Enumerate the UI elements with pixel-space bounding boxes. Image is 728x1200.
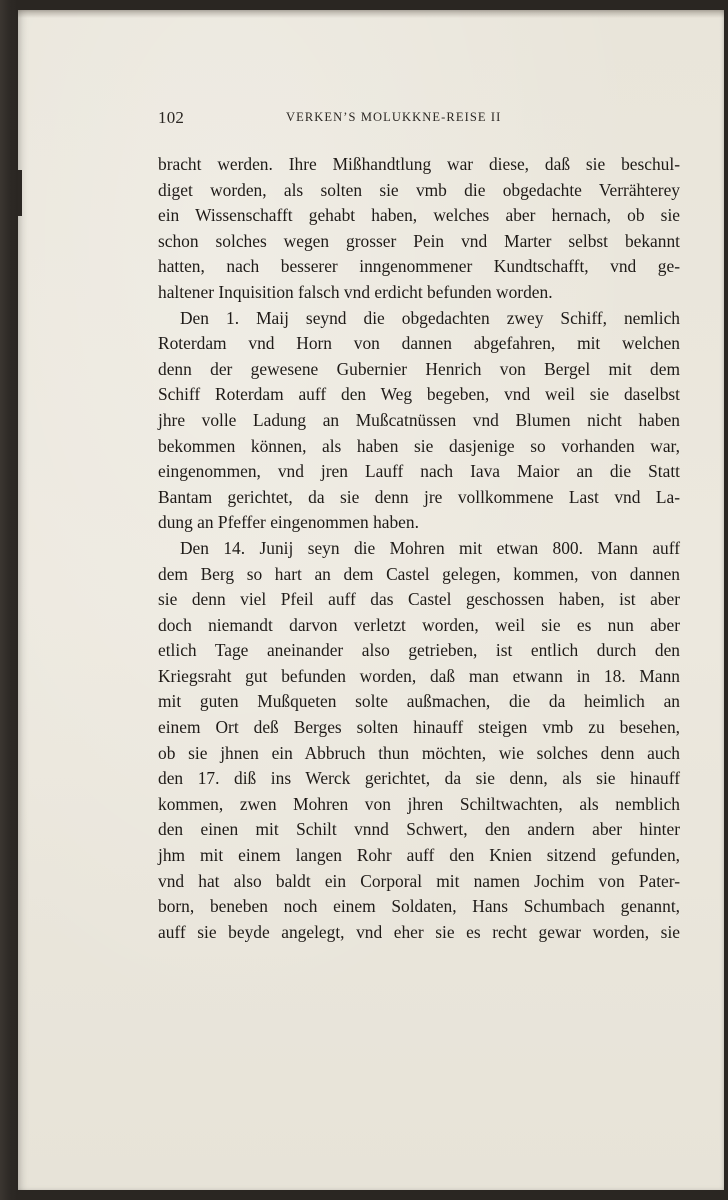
text-line: doch niemandt darvon verletzt worden, weil sie es nun aber [158, 614, 680, 635]
text-line: Schiff Roterdam auff den Weg begeben, vnd weil sie daselbst [158, 384, 680, 405]
running-header [158, 106, 680, 132]
text-line: auff sie beyde angelegt, vnd eher sie es recht gewar worden, sie [158, 921, 680, 942]
text-line: born, beneben noch einem Soldaten, Hans Schumbach genannt, [158, 896, 680, 917]
text-line: denn der gewesene Gubernier Henrich von Bergel mit dem [158, 358, 680, 379]
text-line: dem Berg so hart an dem Castel gelegen, kommen, von dannen [158, 563, 680, 584]
text-line: haltener Inquisition falsch vnd erdicht befunden worden. [158, 281, 553, 302]
text-line: diget worden, als solten sie vmb die obgedachte Verrähterey [158, 179, 680, 200]
text-line: jhre volle Ladung an Mußcatnüssen vnd Blumen nicht haben [158, 409, 680, 430]
text-line: Roterdam vnd Horn von dannen abgefahren, mit welchen [158, 333, 680, 354]
page-number: 102 [158, 108, 185, 127]
text-line: sie denn viel Pfeil auff das Castel geschossen haben, ist aber [158, 589, 680, 610]
page-edge [724, 0, 728, 1200]
running-title: VERKEN’S MOLUKKNE-REISE II [286, 110, 502, 124]
text-line: dung an Pfeffer eingenommen haben. [158, 512, 419, 533]
text-line: den einen mit Schilt vnnd Schwert, den andern aber hinter [158, 819, 680, 840]
binding-mark [18, 170, 22, 216]
text-line: Den 14. Junij seyn die Mohren mit etwan 800. Mann auff [180, 537, 680, 558]
text-line: Bantam gerichtet, da sie denn jre vollkommene Last vnd La- [158, 486, 680, 507]
page-top-shadow [18, 10, 724, 18]
text-line: ob sie jhnen ein Abbruch thun möchten, wie solches denn auch [158, 742, 680, 763]
text-line: vnd hat also baldt ein Corporal mit namen Jochim von Pater- [158, 870, 680, 891]
text-line: Den 1. Maij seynd die obgedachten zwey Schiff, nemlich [180, 307, 680, 328]
text-line: hatten, nach besserer inngenommener Kundtschafft, vnd ge- [158, 256, 680, 277]
text-line: mit guten Mußqueten solte außmachen, die da heimlich an [158, 691, 680, 712]
text-line: den 17. diß ins Werck gerichtet, da sie denn, als sie hinauff [158, 768, 680, 789]
text-line: ein Wissenschafft gehabt haben, welches aber hernach, ob sie [158, 205, 680, 226]
text-line: kommen, zwen Mohren von jhren Schiltwachten, als nemblich [158, 793, 680, 814]
text-line: jhm mit einem langen Rohr auff den Knien sitzend gefunden, [158, 845, 680, 866]
text-line: schon solches wegen grosser Pein vnd Marter selbst bekannt [158, 230, 680, 251]
text-line: etlich Tage aneinander also getrieben, ist entlich durch den [158, 640, 680, 661]
body-text [158, 152, 680, 945]
text-line: bracht werden. Ihre Mißhandtlung war diese, daß sie beschul- [158, 154, 680, 174]
text-line: Kriegsraht gut befunden worden, daß man etwann in 18. Mann [158, 665, 680, 686]
text-line: eingenommen, vnd jren Lauff nach Iava Maior an die Statt [158, 461, 680, 482]
text-line: bekommen können, als haben sie dasjenige so vorhanden war, [158, 435, 680, 456]
text-line: einem Ort deß Berges solten hinauff steigen vmb zu besehen, [158, 717, 680, 738]
